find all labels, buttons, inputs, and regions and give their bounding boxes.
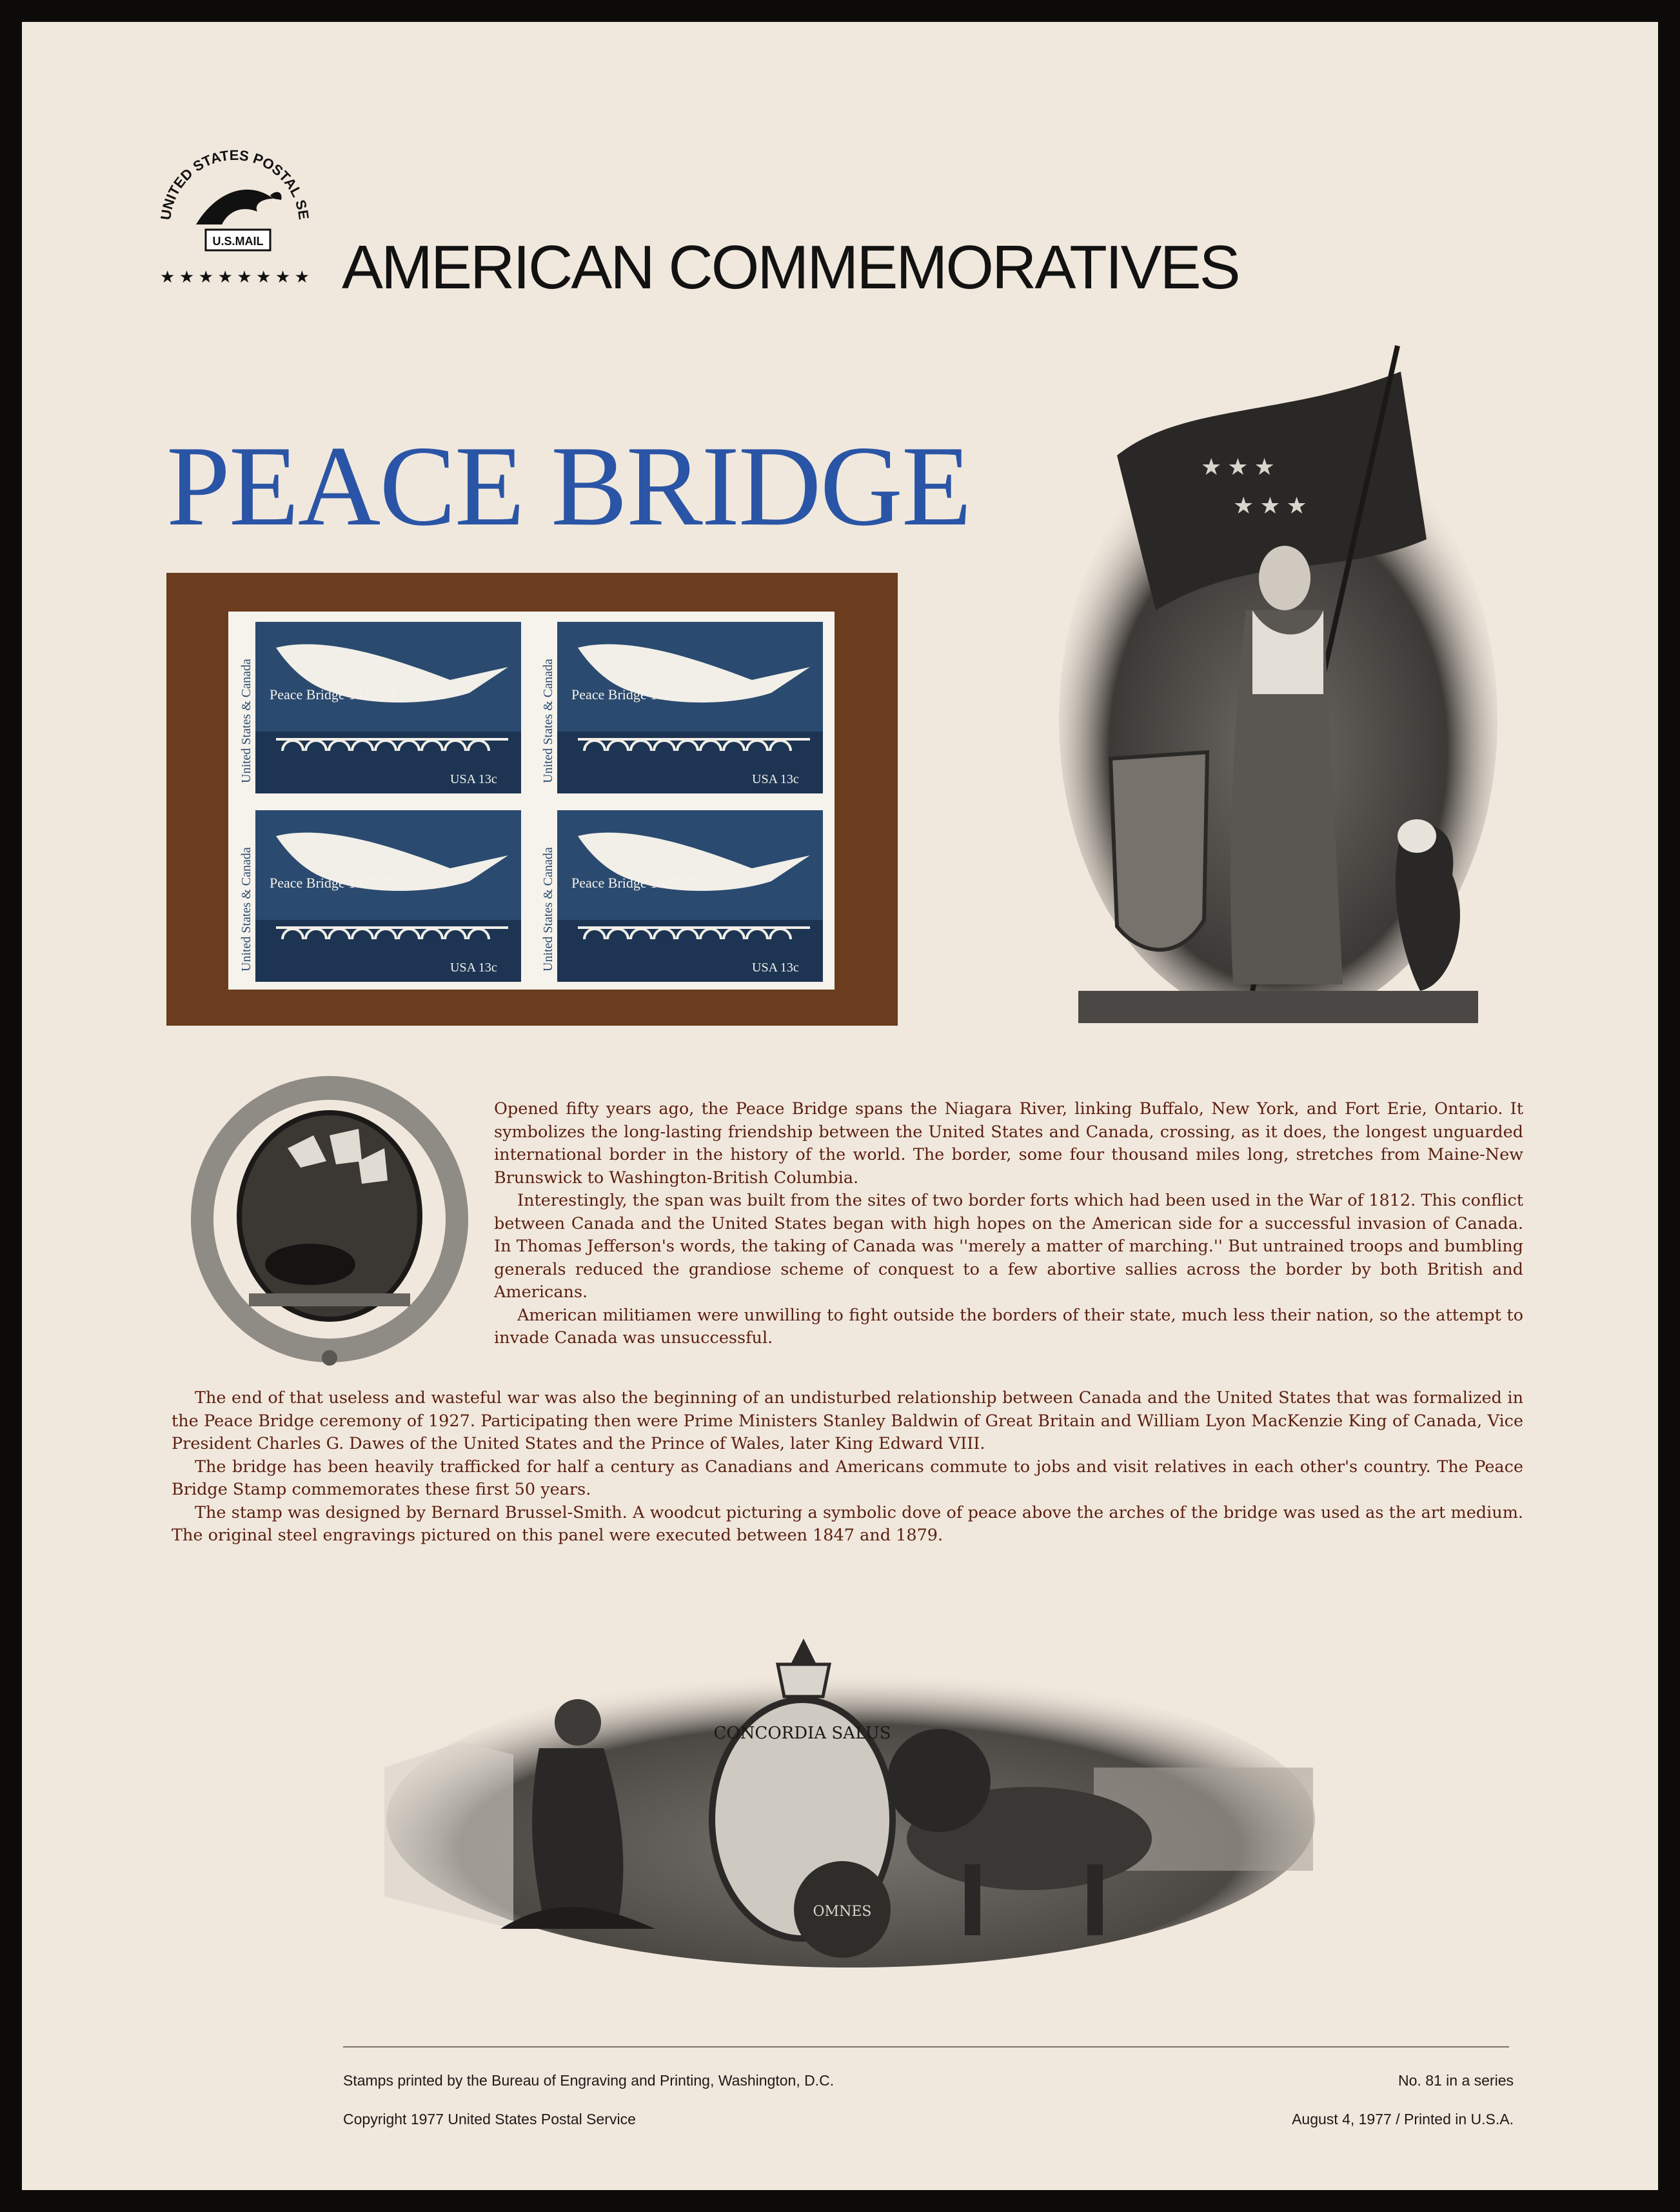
- series-title: AMERICAN COMMEMORATIVES: [342, 233, 1239, 302]
- stamp-caption: Peace Bridge 1927-77: [270, 686, 396, 702]
- logo-arc-text: UNITED STATES POSTAL SE: [157, 146, 312, 221]
- stamp-denomination: USA 13c: [450, 772, 497, 786]
- stamp-side-text: United States & Canada: [239, 659, 253, 783]
- article-column-top: [494, 1098, 1523, 1350]
- paragraph: American militiamen were unwilling to fight outside the borders of their state, much less their nation, so the attempt to invade Canada was unsuccessful.: [494, 1305, 1523, 1348]
- stamp-side-text: United States & Canada: [541, 659, 555, 783]
- usps-logo: [144, 128, 325, 308]
- paragraph: The stamp was designed by Bernard Brussel-Smith. A woodcut picturing a symbolic dove of peace above the arches of the bridge was used as the art medium. The original steel engravings pictured on this panel were executed between 1847 and 1879.: [172, 1502, 1523, 1545]
- stamp-denomination: USA 13c: [450, 961, 497, 975]
- svg-text:★ ★ ★: ★ ★ ★: [1201, 454, 1275, 480]
- stamp: [237, 622, 521, 793]
- stamp-caption: Peace Bridge 1927-77: [571, 686, 698, 702]
- stamp-artwork: [539, 622, 823, 793]
- stamp-issue-title: PEACE BRIDGE: [166, 422, 971, 550]
- beaver-medallion: [184, 1071, 475, 1368]
- svg-text:★ ★ ★: ★ ★ ★: [1233, 493, 1307, 519]
- paragraph: The bridge has been heavily trafficked for half a century as Canadians and Americans commute to jobs and visit relatives in each other's country. The Peace Bridge Stamp commemorates these first 50 years.: [172, 1457, 1523, 1499]
- stamp: [237, 810, 521, 982]
- copyright: Copyright 1977 United States Postal Service: [343, 2111, 636, 2127]
- article-column-bottom: [172, 1387, 1523, 1548]
- stamp-artwork: [237, 622, 521, 793]
- stamp: [539, 622, 823, 793]
- logo-banner-text: U.S.MAIL: [212, 235, 264, 248]
- globe-text: OMNES: [813, 1904, 872, 1920]
- paragraph: Interestingly, the span was built from the sites of two border forts which had been used in the War of 1812. This conflict between Canada and the United States began with high hopes on the American side for a successful invasion of Canada. In Thomas Jefferson's words, the taking of Canada was ''merely a matter of marching.'' But untrained troops and bumbling generals reduced the grandiose scheme of conquest to a few abortive sallies across the border by both British and Americans.: [494, 1191, 1523, 1302]
- series-number: No. 81 in a series: [1398, 2072, 1514, 2089]
- svg-text:★ ★ ★ ★ ★ ★ ★ ★: ★ ★ ★ ★ ★ ★ ★ ★: [160, 268, 310, 286]
- stamp-block: [228, 612, 835, 990]
- liberty-engraving: [1040, 307, 1508, 1049]
- footer-rule: [343, 2046, 1509, 2048]
- stamp-side-text: United States & Canada: [239, 847, 253, 971]
- stamp-caption: Peace Bridge 1927-77: [571, 875, 698, 891]
- paragraph: Opened fifty years ago, the Peace Bridge spans the Niagara River, linking Buffalo, New York, and Fort Erie, Ontario. It symbolizes the long-lasting friendship between the United States and Canada, crossing, as it does, the longest unguarded international border in the history of the world. The border, some four thousand miles long, stretches from Maine-New Brunswick to Washington-British Columbia.: [494, 1099, 1523, 1188]
- stamp-denomination: USA 13c: [752, 772, 799, 786]
- stamp: [539, 810, 823, 982]
- stamp-denomination: USA 13c: [752, 961, 799, 975]
- allegory-vignette: [384, 1626, 1317, 1974]
- issue-date: August 4, 1977 / Printed in U.S.A.: [1292, 2111, 1514, 2127]
- stamp-side-text: United States & Canada: [541, 847, 555, 971]
- stamp-caption: Peace Bridge 1927-77: [270, 875, 396, 891]
- vignette-banner-text: CONCORDIA SALUS: [713, 1724, 891, 1743]
- eagle-icon: [144, 128, 325, 308]
- stamp-mount: [166, 573, 898, 1026]
- printer-credit: Stamps printed by the Bureau of Engraving and Printing, Washington, D.C.: [343, 2072, 835, 2089]
- stamp-artwork: [539, 810, 823, 982]
- paragraph: The end of that useless and wasteful war was also the beginning of an undisturbed relationship between Canada and the United States that was formalized in the Peace Bridge ceremony of 1927. Participating then were Prime Ministers Stanley Baldwin of Great Britain and William Lyon MacKenzie King of Canada, Vice President Charles G. Dawes of the United States and the Prince of Wales, later King Edward VIII.: [172, 1388, 1523, 1453]
- stamp-artwork: [237, 810, 521, 982]
